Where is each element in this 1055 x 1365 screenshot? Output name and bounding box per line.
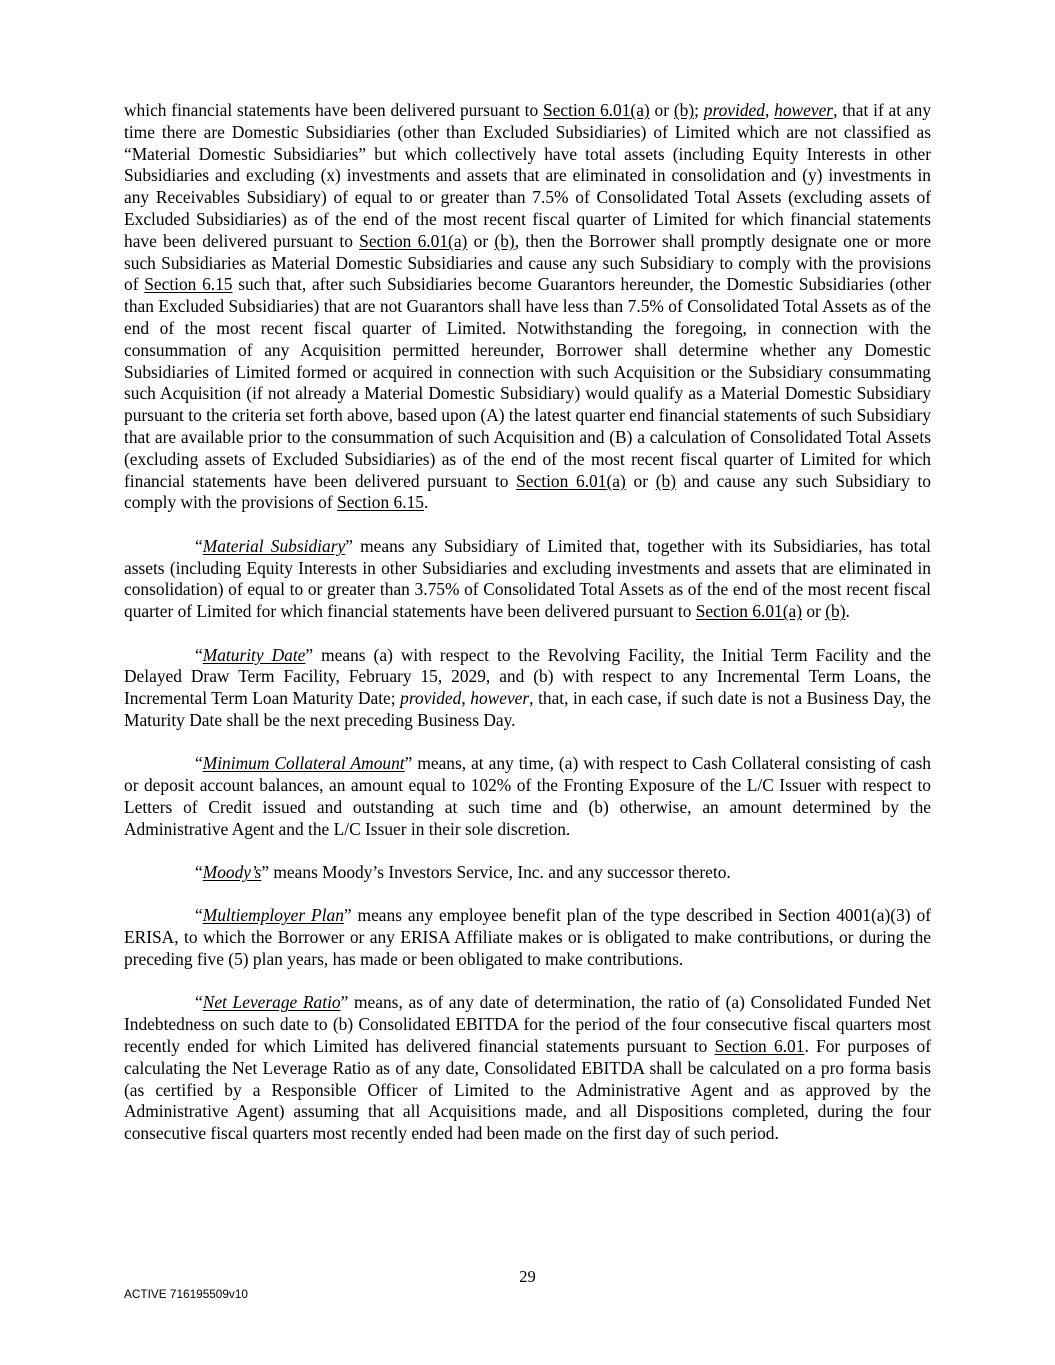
cross-reference: Section 6.01(a) [695, 601, 803, 622]
text-run: “ [195, 992, 203, 1013]
cross-reference: Section 6.15 [144, 274, 233, 295]
cross-reference: (b) [673, 100, 695, 120]
text-run: ” means, as of any date of determination, the ratio of (a) Consolidated Funded Net Indebtedness on such date to (b) Consolidated EBITDA for the period of the four consecutive fiscal quarters most recently ended for which Limited has delivered financial statements pursuant to [124, 992, 931, 1057]
document-id-footer: ACTIVE 716195509v10 [124, 1287, 248, 1301]
cross-reference: (b) [655, 470, 676, 491]
text-run: “ [195, 535, 203, 556]
text-run: “ [195, 644, 203, 665]
cross-reference: Section 6.01(a) [543, 100, 650, 120]
text-run: , that if at any time there are Domestic Subsidiaries (other than Excluded Subsidiaries) of Limited which are not classified as “Material Domestic Subsidiaries” but which collectively have total assets (including Equity Interests in other Subsidiaries and excluding (x) investments and assets that are eliminated in consolidation and (y) investments in any Receivables Subsidiary) of equal to or greater than 7.5% of Consolidated Total Assets (excluding assets of Excluded Subsidiaries) as of the end of the most recent fiscal quarter of Limited for which financial statements have been delivered pursuant to [124, 100, 932, 251]
cross-reference: (b) [494, 230, 515, 251]
text-run: and cause any such Subsidiary to comply with the provisions of [124, 470, 932, 513]
cross-reference: Section 6.15 [337, 492, 424, 513]
defined-term: Moody’s [202, 862, 262, 883]
paragraph-p2 [124, 536, 931, 623]
defined-term: Material Subsidiary [202, 535, 346, 556]
text-run: or [649, 100, 674, 120]
cross-reference: (b) [825, 601, 846, 622]
cross-reference: Section 6.01(a) [516, 470, 626, 491]
text-run: . For purposes of calculating the Net Leverage Ratio as of any date, Consolidated EBITDA shall be calculated on a pro forma basis (as certified by a Responsible Officer of Limited to the Administrative Agent and as approved by the Administrative Agent) assuming that all Acquisitions made, and all Dispositions completed, during the four consecutive fiscal quarters most recently ended had been made on the first day of such period. [124, 1036, 931, 1144]
text-run: , that, in each case, if such date is not a Business Day, the Maturity Date shall be the next preceding Business Day. [124, 688, 931, 730]
text-run: “ [195, 862, 203, 883]
text-run: , [764, 100, 775, 120]
text-run: or [467, 230, 495, 251]
paragraph-p7 [124, 992, 931, 1145]
cross-reference: Section 6.01 [714, 1036, 805, 1057]
paragraph-p1 [124, 100, 931, 514]
defined-term: Multiemployer Plan [202, 905, 344, 926]
text-run: ” means, at any time, (a) with respect to Cash Collateral consisting of cash or deposit account balances, an amount equal to 102% of the Fronting Exposure of the L/C Issuer with respect to Letters of Credit issued and outstanding at such time and (b) otherwise, an amount determined by the Administrative Agent and the L/C Issuer in their sole discretion. [124, 753, 932, 839]
text-run: which financial statements have been delivered pursuant to [124, 100, 544, 120]
defined-term: Minimum Collateral Amount [202, 753, 405, 774]
paragraph-p6 [124, 905, 931, 970]
defined-term: however [774, 100, 834, 120]
text-run: ; [694, 100, 704, 120]
paragraph-p5 [124, 862, 931, 884]
paragraph-p4 [124, 753, 931, 840]
text-run: ” means any Subsidiary of Limited that, together with its Subsidiaries, has total assets (including Equity Interests in other Subsidiaries and excluding investments and assets that are eliminated in consolidation) of equal to or greater than 3.75% of Consolidated Total Assets as of the end of the most recent fiscal quarter of Limited for which financial statements have been delivered pursuant to [124, 535, 931, 622]
cross-reference: Section 6.01(a) [359, 230, 468, 251]
text-run: ” means any employee benefit plan of the type described in Section 4001(a)(3) of ERISA, to which the Borrower or any ERISA Affiliate makes or is obligated to make contributions, or during the preceding five (5) plan years, has made or been obligated to make contributions. [124, 905, 931, 970]
text-run: , [461, 688, 471, 709]
defined-term: Net Leverage Ratio [202, 992, 341, 1013]
text-run: “ [195, 905, 203, 926]
text-run: , then the Borrower shall promptly designate one or more such Subsidiaries as Material Domestic Subsidiaries and cause any such Subsidiary to comply with the provisions of [124, 230, 931, 295]
italic-text: provided [400, 688, 462, 709]
text-run: such that, after such Subsidiaries become Guarantors hereunder, the Domestic Subsidiaries (other than Excluded Subsidiaries) that are not Guarantors shall have less than 7.5% of Consolidated Total Assets as of the end of the most recent fiscal quarter of Limited. Notwithstanding the foregoing, in connection with the consummation of any Acquisition permitted hereunder, Borrower shall determine whether any Domestic Subsidiaries of Limited formed or acquired in connection with such Acquisition or the Subsidiary consummating such Acquisition (if not already a Material Domestic Subsidiary) would qualify as a Material Domestic Subsidiary pursuant to the criteria set forth above, based upon (A) the latest quarter end financial statements of such Subsidiary that are available prior to the consummation of such Acquisition and (B) a calculation of Consolidated Total Assets (excluding assets of Excluded Subsidiaries) as of the end of the most recent fiscal quarter of Limited for which financial statements have been delivered pursuant to [124, 274, 931, 491]
text-run: ” means Moody’s Investors Service, Inc. and any successor thereto. [261, 862, 731, 883]
text-run: or [625, 470, 656, 491]
paragraph-p3 [124, 645, 931, 732]
defined-term: provided [703, 100, 765, 120]
text-run: ” means (a) with respect to the Revolving Facility, the Initial Term Facility and the Delayed Draw Term Facility, February 15, 2029, and (b) with respect to any Incremental Term Loans, the Incremental Term Loan Maturity Date; [124, 644, 931, 709]
page-number: 29 [519, 1267, 536, 1286]
text-run: “ [195, 753, 203, 774]
italic-text: however [470, 688, 530, 709]
text-run: or [802, 601, 826, 622]
text-run: . [423, 492, 429, 513]
text-run: . [845, 601, 850, 622]
document-body [124, 100, 931, 1167]
defined-term: Maturity Date [202, 644, 306, 665]
